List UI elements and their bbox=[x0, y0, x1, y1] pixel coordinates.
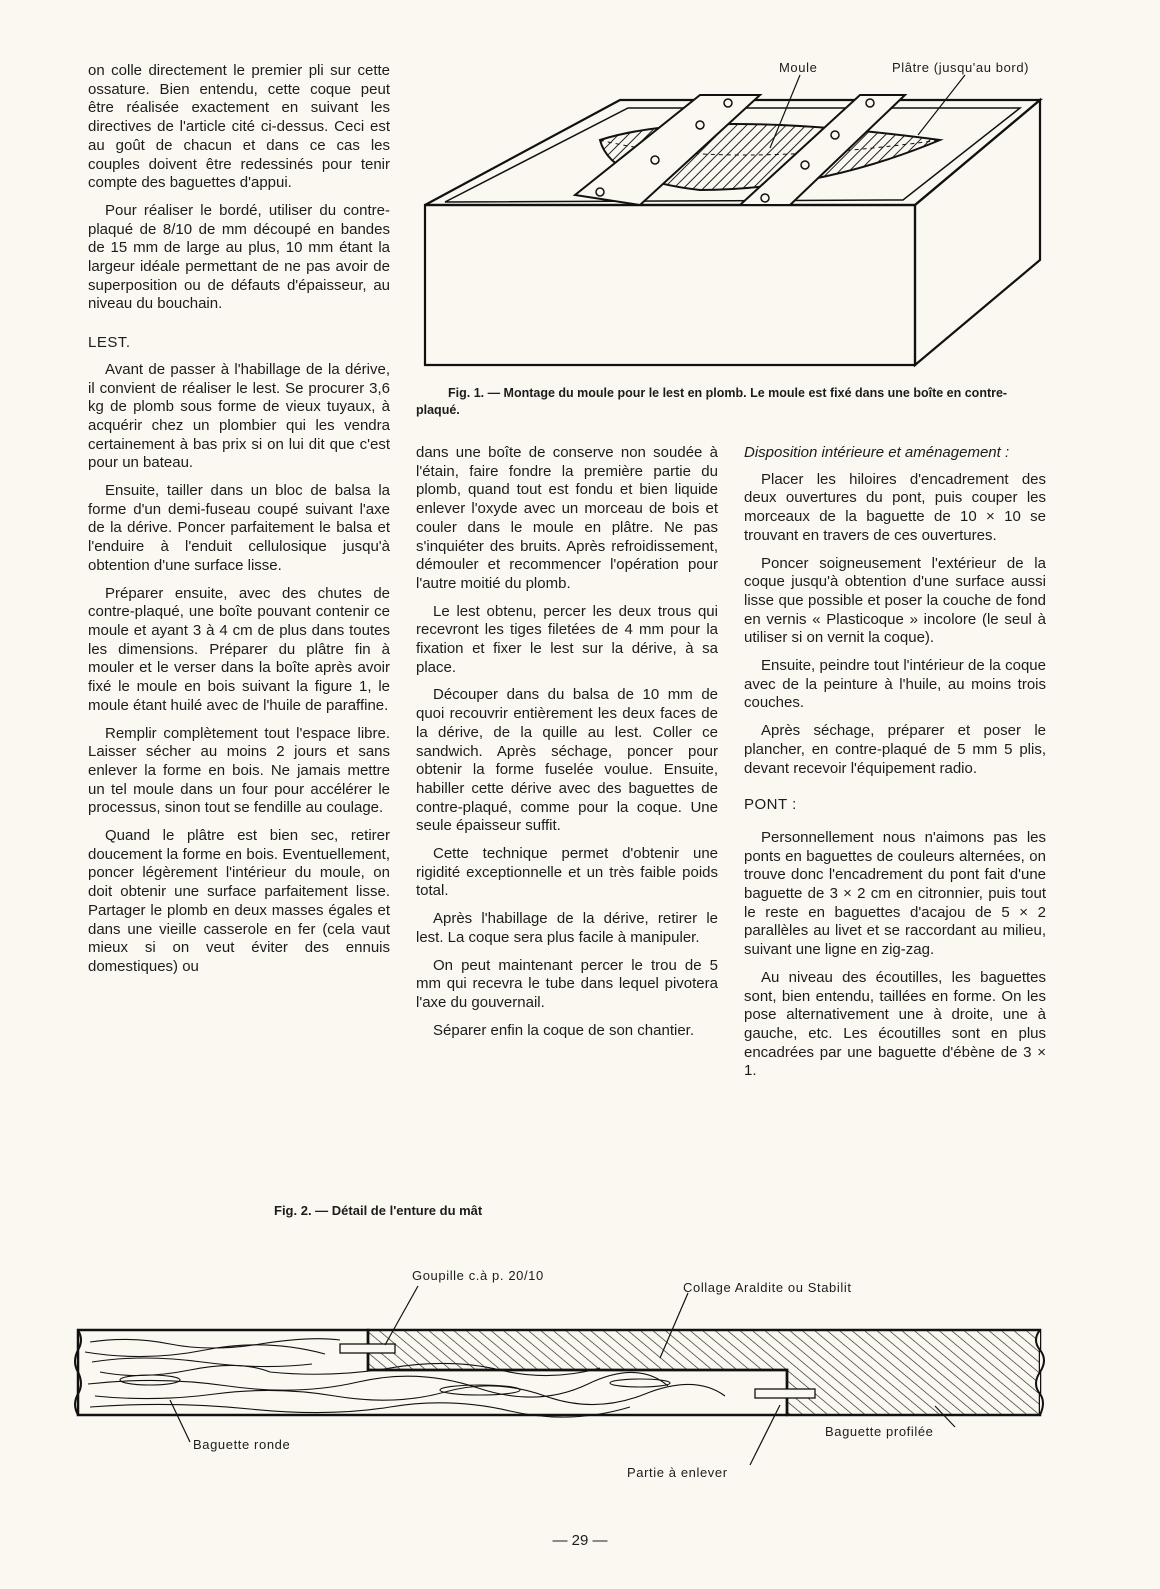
fig2-caption: Fig. 2. — Détail de l'enture du mât bbox=[274, 1203, 483, 1218]
paragraph: Poncer soigneusement l'extérieur de la coque jusqu'à obtention d'une surface aussi lisse que possible et poser la couche de fond en vernis « Plasticoque » incolore (le seul à utiliser si on vernit la coque). bbox=[744, 554, 1046, 647]
paragraph: Ensuite, tailler dans un bloc de balsa la forme d'un demi-fuseau coupé suivant l'axe de la dérive. Poncer parfaitement le balsa et l'enduire à l'enduit cellulosique jusqu'à obtention d'une surface lisse. bbox=[88, 482, 390, 574]
section-heading-disposition: Disposition intérieure et aménagement : bbox=[744, 444, 1010, 461]
fig2-label-collage: Collage Araldite ou Stabilit bbox=[683, 1280, 852, 1295]
fig2-label-goupille: Goupille c.à p. 20/10 bbox=[412, 1268, 544, 1283]
paragraph: Le lest obtenu, percer les deux trous qui recevront les tiges filetées de 4 mm pour la fixation et fixer le lest sur la dérive, à sa place. bbox=[416, 602, 718, 676]
paragraph: On peut maintenant percer le trou de 5 mm qui recevra le tube dans lequel pivotera l'axe du gouvernail. bbox=[416, 956, 718, 1011]
paragraph: Séparer enfin la coque de son chantier. bbox=[433, 1021, 695, 1039]
paragraph: Avant de passer à l'habillage de la dérive, il convient de réaliser le lest. Se procurer 3,6 kg de plomb sous forme de vieux tuyaux, à acquérir chez un plombier qui les vendra certainement à bas prix si on lui dit que c'est pour un bateau. bbox=[88, 360, 390, 472]
paragraph: Découper dans du balsa de 10 mm de quoi recouvrir entièrement les deux faces de la dérive, de la quille au lest. Coller ce sandwich. Après séchage, poncer pour obtenir la forme fuselée voulue. Ensuite, habiller cette dérive avec des baguettes de contre-plaqué, comme pour la coque. Une seule épaisseur suffit. bbox=[416, 686, 718, 835]
section-heading-lest: LEST. bbox=[88, 334, 131, 352]
fig2-label-baguette-ronde: Baguette ronde bbox=[193, 1437, 291, 1452]
section-heading-pont: PONT : bbox=[744, 796, 797, 814]
paragraph: Après l'habillage de la dérive, retirer le lest. La coque sera plus facile à manipuler. bbox=[416, 910, 718, 946]
paragraph: Préparer ensuite, avec des chutes de contre-plaqué, une boîte pouvant contenir ce moule et ayant 3 à 4 cm de plus dans toutes les dimensions. Préparer du plâtre fin à mouler et le verser dans la boîte après avoir fixé le moule en bois suivant la figure 1, le moule étant huilé avec de l'huile de paraffine. bbox=[88, 584, 390, 714]
paragraph: Au niveau des écoutilles, les baguettes sont, bien entendu, taillées en forme. On les pose alternativement une à droite, une à gauche, etc. Les écoutilles sont en plus encadrées par une baguette d'ébène de 3 × 1. bbox=[744, 968, 1046, 1080]
paragraph: Après séchage, préparer et poser le plancher, en contre-plaqué de 5 mm 5 plis, devant recevoir l'équipement radio. bbox=[744, 722, 1046, 777]
paragraph: on colle directement le premier pli sur cette ossature. Bien entendu, cette coque peut être réalisée exactement en suivant les directives de l'article cité ci-dessus. Ceci est au goût de chacun et dans ce cas les couples doivent être redessinés pour tenir compte des baguettes d'appui. bbox=[88, 62, 390, 192]
paragraph: dans une boîte de conserve non soudée à l'étain, faire fondre la première partie du plomb, quand tout est fondu et bien liquide enlever l'oxyde avec un morceau de bois et couler dans le moule en plâtre. Ne pas s'inquiéter des bruits. Après refroidissement, démouler et recommencer l'opération pour l'autre moitié du plomb. bbox=[416, 444, 718, 592]
fig1-label-platre: Plâtre (jusqu'au bord) bbox=[892, 60, 1030, 75]
paragraph: Personnellement nous n'aimons pas les ponts en baguettes de couleurs alternées, on trouve donc l'encadrement du pont fait d'une baguette de 3 × 2 cm en citronnier, puis tout le reste en baguettes d'acajou de 5 × 2 parallèles au livet et se raccordant au milieu, suivant une ligne en zig-zag. bbox=[744, 828, 1046, 959]
paragraph: Placer les hiloires d'encadrement des deux ouvertures du pont, puis couper les morceaux de la baguette de 10 × 10 se trouvant en travers de ces ouvertures. bbox=[744, 470, 1046, 544]
paragraph: Ensuite, peindre tout l'intérieur de la coque avec de la peinture à l'huile, au moins trois couches. bbox=[744, 657, 1046, 712]
paragraph: Remplir complètement tout l'espace libre. Laisser sécher au moins 2 jours et sans enlever la forme en bois. Ne jamais mettre un tel moule dans un four pour accélérer le processus, sinon tout se fendille au coulage. bbox=[88, 724, 390, 817]
fig2-label-baguette-profilee: Baguette profilée bbox=[825, 1424, 934, 1439]
page-number: — 29 — bbox=[552, 1532, 608, 1549]
fig1-label-moule: Moule bbox=[779, 60, 818, 75]
paragraph: Quand le plâtre est bien sec, retirer doucement la forme en bois. Eventuellement, poncer légèrement l'intérieur du moule, on doit obtenir une surface parfaitement lisse. Partager le plomb en deux masses égales et dans une vieille casserole en fer (cela vaut mieux si on veut éviter des ennuis domestiques) ou bbox=[88, 827, 390, 975]
paragraph: Cette technique permet d'obtenir une rigidité exceptionnelle et un très faible poids total. bbox=[416, 845, 718, 900]
fig2-label-partie: Partie à enlever bbox=[627, 1465, 728, 1480]
fig1-caption: Fig. 1. — Montage du moule pour le lest en plomb. Le moule est fixé dans une boîte en contre-plaqué. bbox=[416, 386, 1008, 417]
paragraph: Pour réaliser le bordé, utiliser du contre-plaqué de 8/10 de mm découpé en bandes de 15 mm de large au plus, 10 mm étant la largeur idéale permettant de ne pas avoir de superposition ou de défauts d'épaisseur, au niveau du bouchain. bbox=[88, 201, 390, 313]
